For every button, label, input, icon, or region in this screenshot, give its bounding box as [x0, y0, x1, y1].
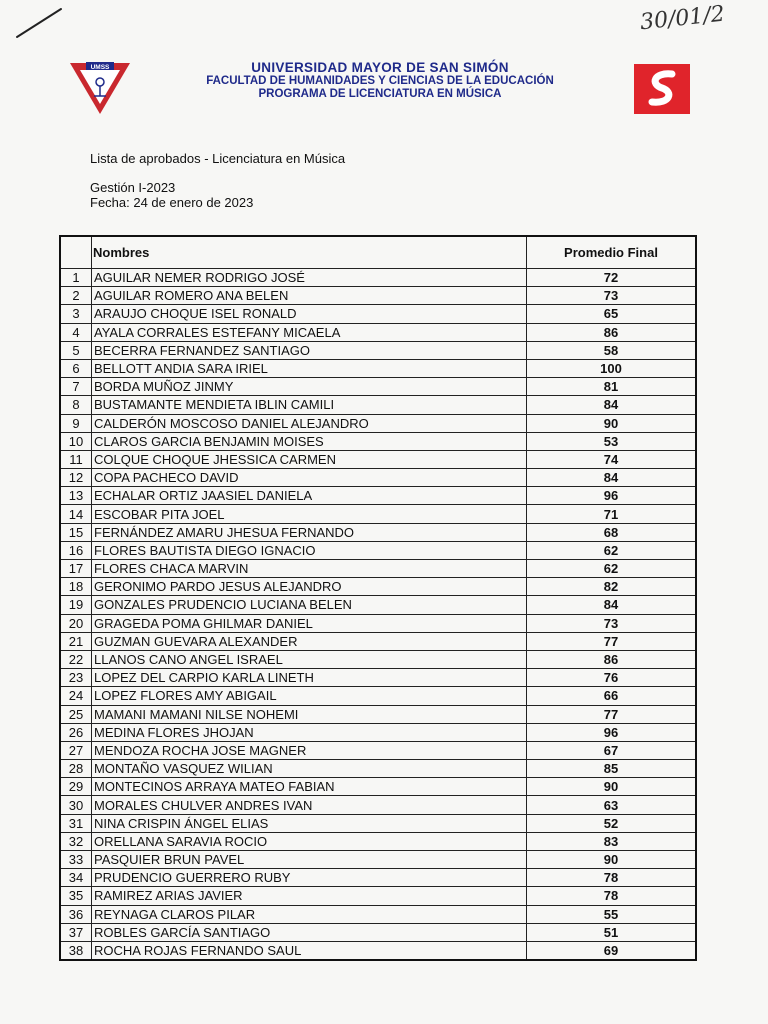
table-row [60, 687, 696, 705]
final-average: 73 [527, 287, 697, 305]
row-number: 28 [60, 760, 92, 778]
row-number: 27 [60, 741, 92, 759]
student-name: COLQUE CHOQUE JHESSICA CARMEN [92, 450, 527, 468]
row-number: 1 [60, 269, 92, 287]
table-row [60, 341, 696, 359]
final-average: 84 [527, 396, 697, 414]
table-body [60, 269, 696, 961]
final-average: 67 [527, 741, 697, 759]
final-average: 55 [527, 905, 697, 923]
table-row [60, 469, 696, 487]
table-row [60, 323, 696, 341]
row-number: 14 [60, 505, 92, 523]
final-average: 73 [527, 614, 697, 632]
row-number: 30 [60, 796, 92, 814]
final-average: 78 [527, 869, 697, 887]
gestion-label: Gestión I-2023 [90, 180, 176, 195]
student-name: ARAUJO CHOQUE ISEL RONALD [92, 305, 527, 323]
final-average: 65 [527, 305, 697, 323]
student-name: COPA PACHECO DAVID [92, 469, 527, 487]
table-row [60, 796, 696, 814]
final-average: 96 [527, 487, 697, 505]
row-number: 2 [60, 287, 92, 305]
row-number: 36 [60, 905, 92, 923]
final-average: 83 [527, 832, 697, 850]
final-average: 71 [527, 505, 697, 523]
row-number: 25 [60, 705, 92, 723]
row-number: 10 [60, 432, 92, 450]
table-row [60, 887, 696, 905]
table-row [60, 923, 696, 941]
row-number: 24 [60, 687, 92, 705]
table-row [60, 832, 696, 850]
table-row [60, 578, 696, 596]
row-number: 16 [60, 541, 92, 559]
table-row [60, 487, 696, 505]
approved-students-table [59, 235, 697, 961]
final-average: 69 [527, 941, 697, 960]
table-row [60, 705, 696, 723]
final-average: 78 [527, 887, 697, 905]
student-name: MENDOZA ROCHA JOSE MAGNER [92, 741, 527, 759]
row-number: 32 [60, 832, 92, 850]
student-name: AGUILAR ROMERO ANA BELEN [92, 287, 527, 305]
table-row [60, 560, 696, 578]
student-name: LOPEZ DEL CARPIO KARLA LINETH [92, 669, 527, 687]
final-average: 72 [527, 269, 697, 287]
table-row [60, 941, 696, 960]
final-average: 96 [527, 723, 697, 741]
row-number: 3 [60, 305, 92, 323]
student-name: PASQUIER BRUN PAVEL [92, 851, 527, 869]
student-name: GONZALES PRUDENCIO LUCIANA BELEN [92, 596, 527, 614]
final-average: 86 [527, 650, 697, 668]
final-average: 63 [527, 796, 697, 814]
student-name: AGUILAR NEMER RODRIGO JOSÉ [92, 269, 527, 287]
student-name: FLORES CHACA MARVIN [92, 560, 527, 578]
table-row [60, 596, 696, 614]
list-title: Lista de aprobados - Licenciatura en Música [90, 151, 346, 166]
row-number: 20 [60, 614, 92, 632]
row-number: 18 [60, 578, 92, 596]
column-header-final-average: Promedio Final [527, 236, 697, 269]
handwritten-date-note: 30/01/2 [638, 1, 726, 36]
music-program-logo [634, 64, 690, 114]
final-average: 84 [527, 596, 697, 614]
pen-stroke-mark [14, 6, 64, 40]
table-row [60, 414, 696, 432]
table-row [60, 450, 696, 468]
table-row [60, 741, 696, 759]
row-number: 17 [60, 560, 92, 578]
table-row [60, 814, 696, 832]
row-number: 21 [60, 632, 92, 650]
student-name: LOPEZ FLORES AMY ABIGAIL [92, 687, 527, 705]
student-name: MONTECINOS ARRAYA MATEO FABIAN [92, 778, 527, 796]
document-header [140, 60, 620, 101]
student-name: BECERRA FERNANDEZ SANTIAGO [92, 341, 527, 359]
umss-logo-text: UMSS [90, 64, 110, 71]
final-average: 68 [527, 523, 697, 541]
row-number: 11 [60, 450, 92, 468]
final-average: 66 [527, 687, 697, 705]
student-name: FERNÁNDEZ AMARU JHESUA FERNANDO [92, 523, 527, 541]
student-name: BELLOTT ANDIA SARA IRIEL [92, 359, 527, 377]
row-number: 33 [60, 851, 92, 869]
final-average: 100 [527, 359, 697, 377]
table-row [60, 650, 696, 668]
final-average: 85 [527, 760, 697, 778]
row-number: 34 [60, 869, 92, 887]
student-name: BORDA MUÑOZ JINMY [92, 378, 527, 396]
row-number: 9 [60, 414, 92, 432]
table-row [60, 269, 696, 287]
final-average: 62 [527, 560, 697, 578]
student-name: NINA CRISPIN ÁNGEL ELIAS [92, 814, 527, 832]
student-name: MONTAÑO VASQUEZ WILIAN [92, 760, 527, 778]
university-name: UNIVERSIDAD MAYOR DE SAN SIMÓN [251, 60, 509, 75]
student-name: RAMIREZ ARIAS JAVIER [92, 887, 527, 905]
table-header-row [60, 236, 696, 269]
final-average: 53 [527, 432, 697, 450]
table-row [60, 305, 696, 323]
table-row [60, 396, 696, 414]
final-average: 90 [527, 778, 697, 796]
table-row [60, 378, 696, 396]
student-name: GRAGEDA POMA GHILMAR DANIEL [92, 614, 527, 632]
row-number: 29 [60, 778, 92, 796]
row-number: 19 [60, 596, 92, 614]
student-name: AYALA CORRALES ESTEFANY MICAELA [92, 323, 527, 341]
umss-logo [68, 60, 132, 116]
table-row [60, 432, 696, 450]
student-name: ROCHA ROJAS FERNANDO SAUL [92, 941, 527, 960]
date-label: Fecha: 24 de enero de 2023 [90, 195, 254, 210]
table-row [60, 669, 696, 687]
row-number: 13 [60, 487, 92, 505]
row-number: 8 [60, 396, 92, 414]
student-name: CALDERÓN MOSCOSO DANIEL ALEJANDRO [92, 414, 527, 432]
table-row [60, 760, 696, 778]
row-number: 38 [60, 941, 92, 960]
column-header-names: Nombres [92, 236, 527, 269]
table-row [60, 851, 696, 869]
final-average: 90 [527, 851, 697, 869]
row-number: 4 [60, 323, 92, 341]
faculty-name: FACULTAD DE HUMANIDADES Y CIENCIAS DE LA EDUCACIÓN [206, 75, 554, 87]
final-average: 62 [527, 541, 697, 559]
row-number: 26 [60, 723, 92, 741]
final-average: 74 [527, 450, 697, 468]
table-row [60, 614, 696, 632]
final-average: 84 [527, 469, 697, 487]
final-average: 81 [527, 378, 697, 396]
row-number: 35 [60, 887, 92, 905]
program-name: PROGRAMA DE LICENCIATURA EN MÚSICA [258, 88, 502, 100]
final-average: 76 [527, 669, 697, 687]
student-name: GERONIMO PARDO JESUS ALEJANDRO [92, 578, 527, 596]
table-row [60, 632, 696, 650]
student-name: CLAROS GARCIA BENJAMIN MOISES [92, 432, 527, 450]
student-name: FLORES BAUTISTA DIEGO IGNACIO [92, 541, 527, 559]
final-average: 58 [527, 341, 697, 359]
student-name: ROBLES GARCÍA SANTIAGO [92, 923, 527, 941]
table-row [60, 505, 696, 523]
student-name: ECHALAR ORTIZ JAASIEL DANIELA [92, 487, 527, 505]
table-row [60, 723, 696, 741]
table-row [60, 359, 696, 377]
row-number: 6 [60, 359, 92, 377]
student-name: MORALES CHULVER ANDRES IVAN [92, 796, 527, 814]
table-row [60, 523, 696, 541]
final-average: 77 [527, 632, 697, 650]
final-average: 90 [527, 414, 697, 432]
student-name: REYNAGA CLAROS PILAR [92, 905, 527, 923]
row-number: 5 [60, 341, 92, 359]
student-name: PRUDENCIO GUERRERO RUBY [92, 869, 527, 887]
final-average: 77 [527, 705, 697, 723]
row-number: 37 [60, 923, 92, 941]
student-name: LLANOS CANO ANGEL ISRAEL [92, 650, 527, 668]
row-number: 15 [60, 523, 92, 541]
table-row [60, 287, 696, 305]
row-number: 22 [60, 650, 92, 668]
student-name: MEDINA FLORES JHOJAN [92, 723, 527, 741]
final-average: 82 [527, 578, 697, 596]
row-number: 23 [60, 669, 92, 687]
student-name: ESCOBAR PITA JOEL [92, 505, 527, 523]
final-average: 86 [527, 323, 697, 341]
table-row [60, 869, 696, 887]
table-row [60, 541, 696, 559]
table-row [60, 905, 696, 923]
student-name: ORELLANA SARAVIA ROCIO [92, 832, 527, 850]
student-name: GUZMAN GUEVARA ALEXANDER [92, 632, 527, 650]
column-header-number [60, 236, 92, 269]
student-name: MAMANI MAMANI NILSE NOHEMI [92, 705, 527, 723]
student-name: BUSTAMANTE MENDIETA IBLIN CAMILI [92, 396, 527, 414]
final-average: 52 [527, 814, 697, 832]
row-number: 7 [60, 378, 92, 396]
row-number: 12 [60, 469, 92, 487]
row-number: 31 [60, 814, 92, 832]
table-row [60, 778, 696, 796]
final-average: 51 [527, 923, 697, 941]
